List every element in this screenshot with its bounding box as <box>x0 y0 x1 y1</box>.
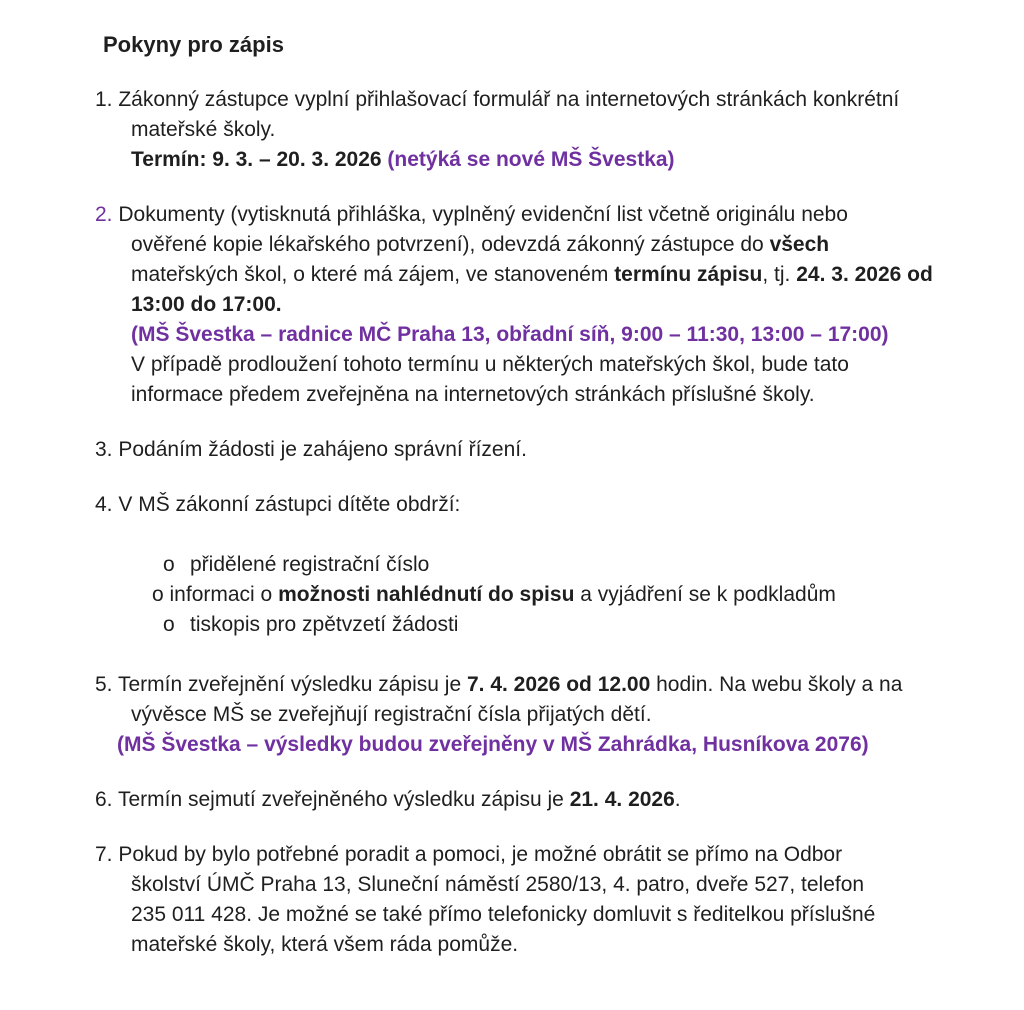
text-line <box>117 730 984 760</box>
text-run: Termín: 9. 3. – 20. 3. 2026 <box>131 148 388 171</box>
document-body <box>95 85 984 960</box>
text-run: mateřské školy, která všem ráda pomůže. <box>131 933 519 956</box>
text-line <box>131 380 984 410</box>
text-line <box>131 260 984 290</box>
text-run: , tj. <box>762 263 797 286</box>
text-run: Podáním žádosti je zahájeno správní řízení. <box>118 438 527 461</box>
text-run: mateřských škol, o které má zájem, ve stanoveném <box>131 263 615 286</box>
text-line <box>95 840 984 870</box>
text-run: Pokud by bylo potřebné poradit a pomoci, je možné obrátit se přímo na Odbor <box>118 843 843 866</box>
text-run: Termín sejmutí zveřejněného výsledku zápisu je <box>117 788 570 811</box>
list-item <box>95 85 984 175</box>
text-run: termínu zápisu <box>614 263 763 286</box>
text-line <box>95 490 984 520</box>
text-run: hodin. Na webu školy a na <box>650 673 903 696</box>
text-run: (MŠ Švestka – radnice MČ Praha 13, obřadní síň, 9:00 – 11:30, 13:00 – 17:00) <box>131 323 889 346</box>
text-run: 3. <box>95 438 119 461</box>
text-line <box>131 930 984 960</box>
text-run: 21. 4. 2026 <box>569 788 675 811</box>
list-item <box>95 840 984 960</box>
text-line <box>131 900 984 930</box>
text-run: V MŠ zákonní zástupci dítěte obdrží: <box>118 493 461 516</box>
text-run: a vyjádření se k podkladům <box>574 583 836 606</box>
list-item <box>95 785 984 815</box>
text-run: 1. <box>95 88 119 111</box>
text-run: tiskopis pro zpětvzetí žádosti <box>190 613 459 636</box>
text-line <box>131 290 984 320</box>
text-line <box>95 670 984 700</box>
text-line <box>131 115 984 145</box>
list-item <box>95 670 984 760</box>
text-line <box>163 610 984 640</box>
text-run: školství ÚMČ Praha 13, Sluneční náměstí 2580/13, 4. patro, dveře 527, telefon <box>131 873 865 896</box>
text-run: vývěsce MŠ se zveřejňují registrační čísla přijatých dětí. <box>131 703 652 726</box>
bullet-marker: o <box>163 613 175 636</box>
document-title: Pokyny pro zápis <box>103 32 284 57</box>
text-run: . <box>674 788 681 811</box>
text-run: 7. <box>95 843 119 866</box>
text-line <box>131 700 984 730</box>
text-run: 235 011 428. Je možné se také přímo telefonicky domluvit s ředitelkou příslušné <box>131 903 876 926</box>
text-line <box>152 580 984 610</box>
bullet-marker: o <box>163 553 175 576</box>
text-line <box>131 320 984 350</box>
text-run: informace předem zveřejněna na internetových stránkách příslušné školy. <box>131 383 815 406</box>
text-line <box>131 145 984 175</box>
list-item <box>95 490 984 520</box>
text-line <box>131 230 984 260</box>
text-run: Termín zveřejnění výsledku zápisu je <box>117 673 467 696</box>
text-run: o informaci o <box>152 583 279 606</box>
text-line <box>163 550 984 580</box>
text-run: (netýká se nové MŠ Švestka) <box>387 148 675 171</box>
text-run: V případě prodloužení tohoto termínu u některých mateřských škol, bude tato <box>131 353 849 376</box>
text-run: možnosti nahlédnutí do spisu <box>278 583 575 606</box>
text-line <box>95 785 984 815</box>
text-line <box>131 870 984 900</box>
text-line <box>95 85 984 115</box>
text-run: 5. <box>95 673 118 696</box>
list-item <box>95 200 984 410</box>
text-run: mateřské školy. <box>131 118 276 141</box>
text-run: 2. <box>95 203 119 226</box>
text-run: 6. <box>95 788 118 811</box>
text-line <box>131 350 984 380</box>
text-run: ověřené kopie lékařského potvrzení), odevzdá zákonný zástupce do <box>131 233 770 256</box>
text-run: Dokumenty (vytisknutá přihláška, vyplněný evidenční list včetně originálu nebo <box>118 203 848 226</box>
text-run: 4. <box>95 493 119 516</box>
text-line <box>95 435 984 465</box>
text-run: (MŠ Švestka – výsledky budou zveřejněny v MŠ Zahrádka, Husníkova 2076) <box>117 733 869 756</box>
text-run: Zákonný zástupce vyplní přihlašovací formulář na internetových stránkách konkrétní <box>118 88 900 111</box>
text-run: přidělené registrační číslo <box>190 553 430 576</box>
text-run: 7. 4. 2026 od 12.00 <box>466 673 651 696</box>
text-line <box>95 200 984 230</box>
text-run: 13:00 do 17:00. <box>131 293 282 316</box>
list-item <box>95 435 984 465</box>
text-run: všech <box>769 233 830 256</box>
sub-bullet-list <box>95 550 984 640</box>
text-run: 24. 3. 2026 od <box>796 263 933 286</box>
